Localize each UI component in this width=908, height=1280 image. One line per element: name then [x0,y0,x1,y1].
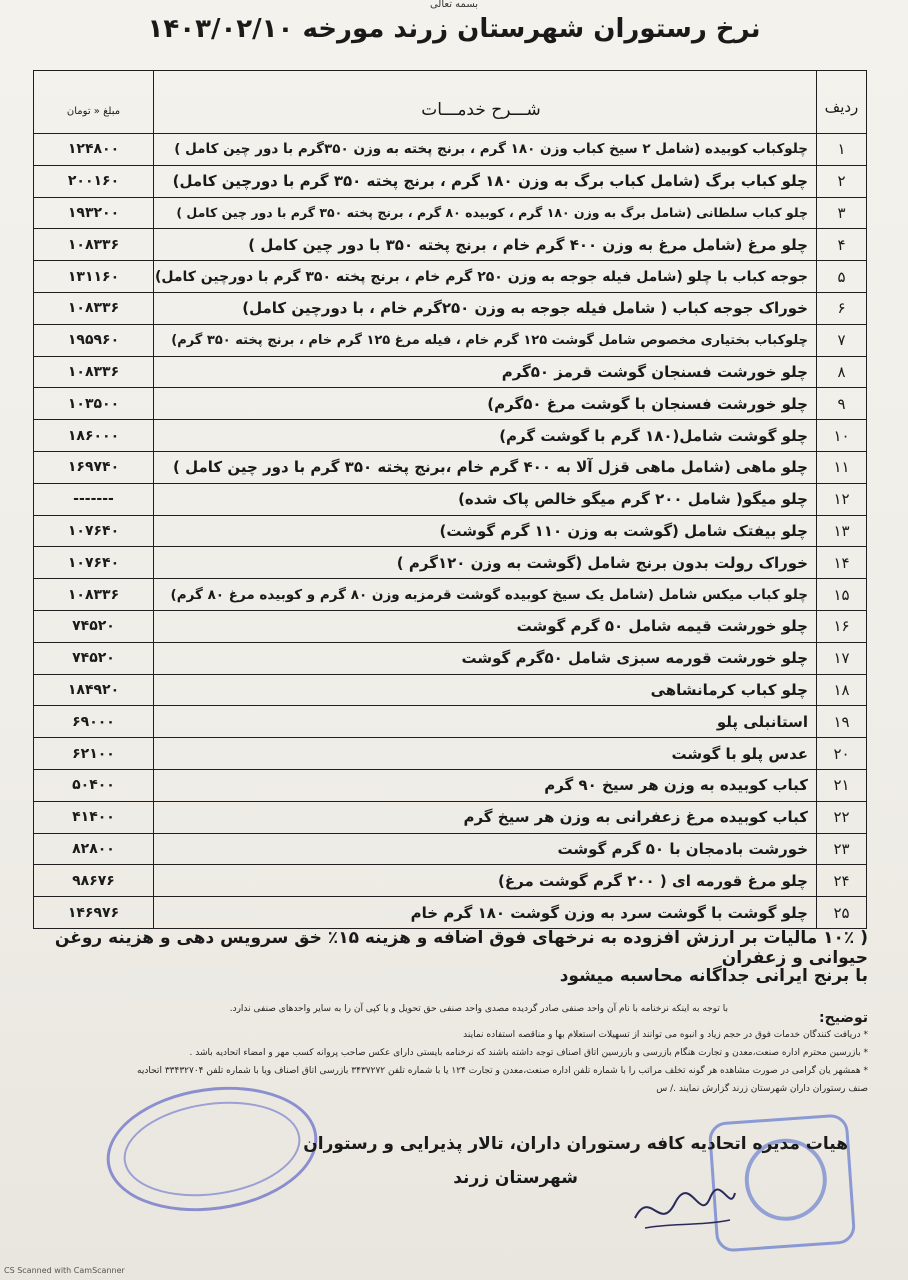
table-row [34,610,867,642]
price-cell: ۱۴۶۹۷۶ [34,897,154,929]
description-cell: چلو میگو( شامل ۲۰۰ گرم میگو خالص پاک شده) [154,483,817,515]
price-cell: ۱۹۳۲۰۰ [34,197,154,229]
row-number-cell: ۱۸ [817,674,867,706]
description-cell: استانبلی پلو [154,706,817,738]
row-number-cell: ۲ [817,165,867,197]
note-line-4: * همشهر یان گرامی در صورت مشاهده هر گونه تخلف مراتب را با شماره تلفن اداره صنعت،معدن و تجارت ۱۲۴ یا با شماره تلفن ۳۴۳۷۲۷۲ بازرسی اتاق اصناف ویا با شماره تلفن ۳۳۴۳۲۷۰۴ اتحادیه [137,1066,868,1076]
row-number-cell: ۲۲ [817,801,867,833]
price-cell: ۶۹۰۰۰ [34,706,154,738]
description-cell: خورشت بادمجان با ۵۰ گرم گوشت [154,833,817,865]
row-number-cell: ۹ [817,388,867,420]
row-number-cell: ۱۲ [817,483,867,515]
price-cell: ۷۴۵۲۰ [34,642,154,674]
table-row [34,197,867,229]
price-cell: ۱۰۷۶۴۰ [34,547,154,579]
table-row [34,292,867,324]
table-row [34,769,867,801]
table-row [34,801,867,833]
table-row [34,451,867,483]
row-number-cell: ۷ [817,324,867,356]
row-number-cell: ۱۶ [817,610,867,642]
row-number-cell: ۱۳ [817,515,867,547]
vat-note-line-2: با برنج ایرانی جداگانه محاسبه میشود [559,966,868,986]
description-cell: کباب کوبیده مرغ زعفرانی به وزن هر سیخ گرم [154,801,817,833]
description-cell: چلو مرغ (شامل مرغ به وزن ۴۰۰ گرم خام ، برنج پخته ۳۵۰ با دور چین کامل ) [154,229,817,261]
price-cell: ۱۰۸۳۳۶ [34,292,154,324]
note-line-2: * دریافت کنندگان خدمات فوق در حجم زیاد و انبوه می توانند از تسهیلات استعلام بها و مناقصه استفاده نمایند [463,1030,868,1040]
table-row [34,483,867,515]
column-header-price: مبلغ « تومان [34,71,154,134]
row-number-cell: ۱۵ [817,579,867,611]
row-number-cell: ۱۴ [817,547,867,579]
price-cell: ۱۶۹۷۴۰ [34,451,154,483]
page-title: نرخ رستوران شهرستان زرند مورخه ۱۴۰۳/۰۲/۱۰ [147,14,761,44]
table-header-row [34,71,867,134]
description-cell: کباب کوبیده به وزن هر سیخ ۹۰ گرم [154,769,817,801]
row-number-cell: ۳ [817,197,867,229]
price-cell: ۱۰۳۵۰۰ [34,388,154,420]
description-cell: خوراک رولت بدون برنج شامل (گوشت به وزن ۱۲۰گرم ) [154,547,817,579]
column-header-description: شـــرح خدمـــات [154,71,817,134]
signature-line-1: هیات مدیره اتحادیه کافه رستوران داران، تالار پذیرایی و رستوران [303,1134,848,1154]
row-number-cell: ۶ [817,292,867,324]
description-cell: جوجه کباب با چلو (شامل فیله جوجه به وزن ۲۵۰ گرم خام ، برنج پخته ۳۵۰ گرم با دورچین کامل) [154,261,817,293]
description-cell: چلوکباب کوبیده (شامل ۲ سیخ کباب وزن ۱۸۰ گرم ، برنج پخته به وزن ۳۵۰گرم با دور چین کامل ) [154,134,817,166]
table-row [34,388,867,420]
table-row [34,706,867,738]
table-row [34,261,867,293]
description-cell: عدس پلو با گوشت [154,738,817,770]
price-cell: ۱۹۵۹۶۰ [34,324,154,356]
row-number-cell: ۵ [817,261,867,293]
description-cell: خوراک جوجه کباب ( شامل فیله جوجه به وزن ۲۵۰گرم خام ، با دورچین کامل) [154,292,817,324]
table-row [34,833,867,865]
description-cell: چلو گوشت با گوشت سرد به وزن گوشت ۱۸۰ گرم خام [154,897,817,929]
price-cell: ۶۲۱۰۰ [34,738,154,770]
description-cell: چلو کباب میکس شامل (شامل یک سیخ کوبیده گوشت قرمزبه وزن ۸۰ گرم و کوبیده مرغ ۸۰ گرم) [154,579,817,611]
table-row [34,515,867,547]
description-cell: چلوکباب بختیاری مخصوص شامل گوشت ۱۲۵ گرم خام ، فیله مرغ ۱۲۵ گرم خام ، برنج پخته ۳۵۰ گرم) [154,324,817,356]
description-cell: چلو خورشت فسنجان با گوشت مرغ ۵۰گرم) [154,388,817,420]
description-cell: چلو مرغ قورمه ای ( ۲۰۰ گرم گوشت مرغ) [154,865,817,897]
description-cell: چلو گوشت شامل(۱۸۰ گرم با گوشت گرم) [154,420,817,452]
table-row [34,865,867,897]
row-number-cell: ۱۹ [817,706,867,738]
description-cell: چلو خورشت قورمه سبزی شامل ۵۰گرم گوشت [154,642,817,674]
row-number-cell: ۴ [817,229,867,261]
table-row [34,134,867,166]
price-cell: ۱۸۶۰۰۰ [34,420,154,452]
price-cell: ۸۲۸۰۰ [34,833,154,865]
row-number-cell: ۱ [817,134,867,166]
price-cell: ۱۲۴۸۰۰ [34,134,154,166]
signature-line-2: شهرستان زرند [453,1168,578,1188]
price-cell: ۱۰۸۳۳۶ [34,579,154,611]
row-number-cell: ۲۴ [817,865,867,897]
price-cell: ------- [34,483,154,515]
row-number-cell: ۲۵ [817,897,867,929]
note-line-3: * بازرسین محترم اداره صنعت،معدن و تجارت هنگام بازرسی و بازرسین اتاق اصناف توجه داشته باشند که نرخنامه بایستی دارای عکس صاحب پروانه کسب مهر و امضاء اتحادیه باشد . [189,1048,868,1058]
description-cell: چلو بیفتک شامل (گوشت به وزن ۱۱۰ گرم گوشت) [154,515,817,547]
price-cell: ۱۰۷۶۴۰ [34,515,154,547]
price-cell: ۵۰۴۰۰ [34,769,154,801]
scanner-watermark: CS Scanned with CamScanner [4,1266,125,1275]
table-row [34,324,867,356]
table-row [34,897,867,929]
table-row [34,165,867,197]
table-row [34,547,867,579]
row-number-cell: ۲۳ [817,833,867,865]
table-row [34,356,867,388]
handwritten-signature [630,1178,740,1238]
note-label: توضیح: [819,1010,868,1026]
price-cell: ۱۸۴۹۲۰ [34,674,154,706]
note-line-1: با توجه به اینکه نرخنامه با نام آن واحد صنفی صادر گردیده مصدی واحد صنفی حق تحویل و یا کپی آن را به سایر واحدهای صنفی ندارد. [229,1004,728,1014]
price-cell: ۱۰۸۳۳۶ [34,356,154,388]
table-row [34,579,867,611]
table-row [34,420,867,452]
price-cell: ۲۰۰۱۶۰ [34,165,154,197]
table-row [34,642,867,674]
price-cell: ۴۱۴۰۰ [34,801,154,833]
top-note: بسمه تعالی [429,0,479,10]
description-cell: چلو خورشت قیمه شامل ۵۰ گرم گوشت [154,610,817,642]
price-cell: ۱۰۸۳۳۶ [34,229,154,261]
description-cell: چلو خورشت فسنجان گوشت قرمز ۵۰گرم [154,356,817,388]
row-number-cell: ۲۰ [817,738,867,770]
price-cell: ۷۴۵۲۰ [34,610,154,642]
table-row [34,674,867,706]
description-cell: چلو کباب سلطانی (شامل برگ به وزن ۱۸۰ گرم ، کوبیده ۸۰ گرم ، برنج پخته ۳۵۰ گرم با دور چین کامل ) [154,197,817,229]
row-number-cell: ۱۱ [817,451,867,483]
description-cell: چلو ماهی (شامل ماهی قزل آلا به ۴۰۰ گرم خام ،برنج پخته ۳۵۰ گرم با دور چین کامل ) [154,451,817,483]
table-row [34,229,867,261]
note-line-5: صنف رستوران داران شهرستان زرند گزارش نمایند ./ س [656,1084,868,1094]
price-cell: ۱۳۱۱۶۰ [34,261,154,293]
row-number-cell: ۱۰ [817,420,867,452]
row-number-cell: ۸ [817,356,867,388]
column-header-row-number: ردیف [817,71,867,134]
price-table [33,70,867,929]
row-number-cell: ۱۷ [817,642,867,674]
table-row [34,738,867,770]
description-cell: چلو کباب کرمانشاهی [154,674,817,706]
vat-note-line-1: ( ۱۰٪ مالیات بر ارزش افزوده به نرخهای فوق اضافه و هزینه ۱۵٪ خق سرویس دهی و هزینه روغن حیوانی و زعفران [54,928,868,968]
description-cell: چلو کباب برگ (شامل کباب برگ به وزن ۱۸۰ گرم ، برنج پخته ۳۵۰ گرم با دورچین کامل) [154,165,817,197]
row-number-cell: ۲۱ [817,769,867,801]
price-cell: ۹۸۶۷۶ [34,865,154,897]
